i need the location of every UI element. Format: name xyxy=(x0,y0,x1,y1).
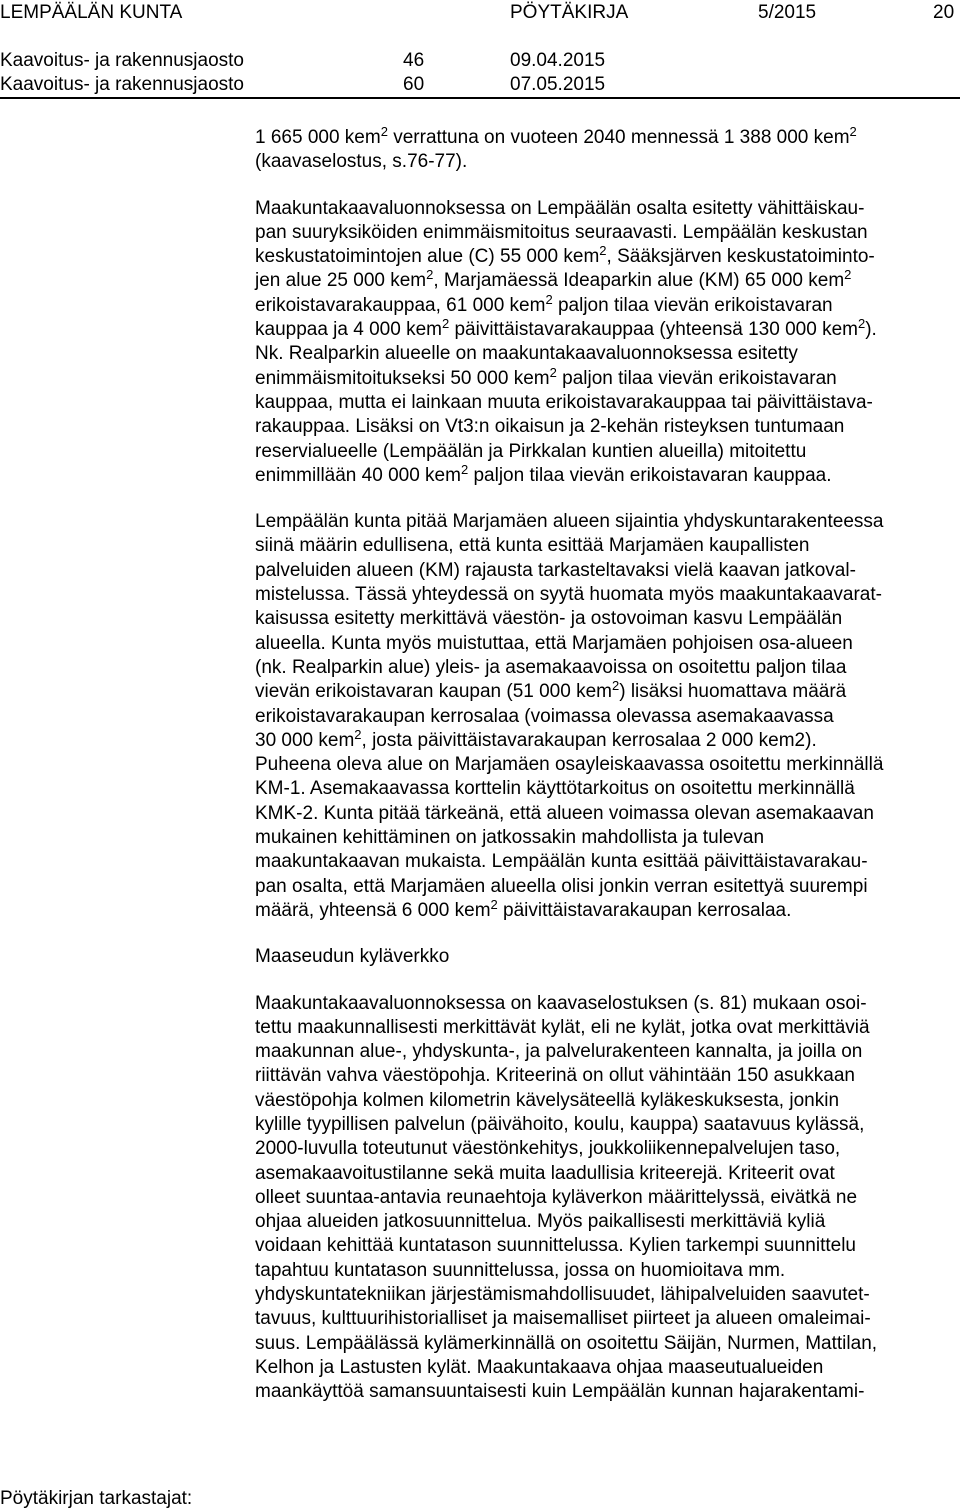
footer-reviewers-label: Pöytäkirjan tarkastajat: xyxy=(0,1488,193,1509)
text-line: reservialueelle (Lempäälän ja Pirkkalan kuntien alueilla) mitoitettu xyxy=(255,440,807,462)
text-line: KMK-2. Kunta pitää tärkeänä, että alueen voimassa olevan asemakaavan xyxy=(255,802,874,824)
text-line: kauppaa ja 4 000 kem$^2$ päivittäistavarakauppaa (yhteensä 130 000 kem$^2$). xyxy=(255,316,877,341)
text-line: erikoistavarakaupan kerrosalaa (voimassa olevassa asemakaavassa xyxy=(255,705,834,727)
text-line: siinä määrin edullisena, että kunta esittää Marjamäen kaupallisten xyxy=(255,535,810,557)
text-line: (kaavaselostus, s.76-77). xyxy=(255,151,468,173)
paragraph xyxy=(255,510,955,923)
text-line: 1 665 000 kem$^2$ verrattuna on vuoteen 2040 mennessä 1 388 000 kem$^2$ xyxy=(255,124,857,148)
text-line: Kelhon ja Lastusten kylät. Maakuntakaava ohjaa maaseutualueiden xyxy=(255,1356,824,1378)
text-line: palveluiden alueen (KM) rajausta tarkasteltavaksi vielä kaavan jatkoval- xyxy=(255,559,856,581)
text-line: Maaseudun kyläverkko xyxy=(255,946,450,968)
text-line: 2000-luvulla toteutunut väestönkehitys, joukkoliikennepalvelujen taso, xyxy=(255,1138,841,1160)
meeting-body: Kaavoitus- ja rakennusjaosto xyxy=(0,50,244,71)
text-line: ohjaa alueiden jatkosuunnittelua. Myös paikallisesti merkittäviä kyliä xyxy=(255,1211,826,1233)
meeting-body: Kaavoitus- ja rakennusjaosto xyxy=(0,74,244,95)
header-org: LEMPÄÄLÄN KUNTA xyxy=(0,2,183,23)
paragraph xyxy=(255,992,955,1405)
text-line: maakuntakaavan mukaista. Lempäälän kunta esittää päivittäistavarakau- xyxy=(255,851,868,873)
meeting-date: 09.04.2015 xyxy=(510,50,606,71)
text-line: kauppaa, mutta ei lainkaan muuta erikoistavarakauppaa tai päivittäistava- xyxy=(255,391,873,413)
text-line: vievän erikoistavaran kaupan (51 000 kem$^2$) lisäksi huomattava määrä xyxy=(255,678,847,703)
text-line: pan suuryksiköiden enimmäismitoitus seuraavasti. Lempäälän keskustan xyxy=(255,221,868,243)
paragraph xyxy=(255,197,955,489)
text-line: mukainen kehittäminen on jatkossakin mahdollista ja tulevan xyxy=(255,827,765,849)
text-line: riittävän vahva väestöpohja. Kriteerinä on ollut vähintään 150 asukkaan xyxy=(255,1065,855,1087)
section-heading xyxy=(255,945,955,969)
text-line: maankäyttöä samansuuntaisesti kuin Lempäälän kunnan hajarakentami- xyxy=(255,1381,865,1403)
text-line: mistelussa. Tässä yhteydessä on syytä huomata myös maakuntakaavarat- xyxy=(255,584,882,606)
text-line: olleet suuntaa-antavia reunaehtoja kyläverkon määrittelyssä, eivätkä ne xyxy=(255,1186,858,1208)
text-line: määrä, yhteensä 6 000 kem$^2$ päivittäistavarakaupan kerrosalaa. xyxy=(255,896,792,921)
text-line: maakunnan alue-, yhdyskunta-, ja palvelurakenteen kannalta, ja joilla on xyxy=(255,1041,863,1063)
meeting-section: 60 xyxy=(403,74,425,95)
text-line: erikoistavarakauppaa, 61 000 kem$^2$ paljon tilaa vievän erikoistavaran xyxy=(255,291,833,316)
text-line: rakauppaa. Lisäksi on Vt3:n oikaisun ja 2-kehän risteyksen tuntumaan xyxy=(255,416,845,438)
text-line: Lempäälän kunta pitää Marjamäen alueen sijaintia yhdyskuntarakenteessa xyxy=(255,511,884,533)
paragraph xyxy=(255,126,955,175)
text-line: kylille tyypillisen palvelun (päivähoito, koulu, kauppa) saatavuus kylässä, xyxy=(255,1113,865,1135)
text-line: asemakaavoitustilanne sekä muita laadullisia kriteerejä. Kriteerit ovat xyxy=(255,1162,835,1184)
header-divider xyxy=(0,97,960,99)
text-line: enimmäismitoitukseksi 50 000 kem$^2$ paljon tilaa vievän erikoistavaran xyxy=(255,364,837,389)
text-line: Nk. Realparkin alueelle on maakuntakaavaluonnoksessa esitetty xyxy=(255,343,798,365)
text-line: yhdyskuntatekniikan järjestämismahdollisuudet, lähipalveluiden saavutet- xyxy=(255,1284,870,1306)
text-line: alueella. Kunta myös muistuttaa, että Marjamäen pohjoisen osa-alueen xyxy=(255,632,853,654)
text-line: Puheena oleva alue on Marjamäen osayleiskaavassa osoitettu merkinnällä xyxy=(255,754,884,776)
text-line: jen alue 25 000 kem$^2$, Marjamäessä Ideaparkin alue (KM) 65 000 kem$^2$ xyxy=(255,267,852,292)
text-line: suus. Lempäälässä kylämerkinnällä on osoitettu Säijän, Nurmen, Mattilan, xyxy=(255,1332,878,1354)
text-line: KM-1. Asemakaavassa korttelin käyttötarkoitus on osoitettu merkinnällä xyxy=(255,778,855,800)
text-line: tavuus, kulttuurihistorialliset ja maisemalliset piirteet ja alueen omaleimai- xyxy=(255,1308,871,1330)
text-line: 30 000 kem$^2$, josta päivittäistavarakaupan kerrosalaa 2 000 kem2). xyxy=(255,726,817,751)
header-page-number: 20 xyxy=(933,2,955,23)
header-doc-type: PÖYTÄKIRJA xyxy=(510,2,629,23)
text-line: voidaan kehittää kuntatason suunnittelussa. Kylien tarkempi suunnittelu xyxy=(255,1235,856,1257)
text-line: (nk. Realparkin alue) yleis- ja asemakaavoissa on osoitettu paljon tilaa xyxy=(255,656,847,678)
text-line: Maakuntakaavaluonnoksessa on kaavaselostuksen (s. 81) mukaan osoi- xyxy=(255,992,867,1014)
text-line: kaisussa esitetty merkittävä väestön- ja ostovoiman kasvu Lempäälän xyxy=(255,608,843,630)
document-body xyxy=(255,126,955,1427)
meeting-section: 46 xyxy=(403,50,425,71)
meeting-date: 07.05.2015 xyxy=(510,74,606,95)
text-line: väestöpohja kolmen kilometrin kävelysäteellä kyläkeskuksesta, jonkin xyxy=(255,1089,840,1111)
text-line: pan osalta, että Marjamäen alueella olisi jonkin verran esitettyä suurempi xyxy=(255,875,868,897)
text-line: tapahtuu kuntatason suunnittelussa, jossa on huomioitava mm. xyxy=(255,1259,786,1281)
text-line: enimmillään 40 000 kem$^2$ paljon tilaa vievän erikoistavaran kauppaa. xyxy=(255,461,832,486)
text-line: keskustatoimintojen alue (C) 55 000 kem$^2$, Sääksjärven keskustatoiminto- xyxy=(255,243,875,268)
header-doc-number: 5/2015 xyxy=(758,2,817,23)
text-line: Maakuntakaavaluonnoksessa on Lempäälän osalta esitetty vähittäiskau- xyxy=(255,197,865,219)
text-line: tettu maakunnallisesti merkittävät kylät, eli ne kylät, jotka ovat merkittäviä xyxy=(255,1016,870,1038)
